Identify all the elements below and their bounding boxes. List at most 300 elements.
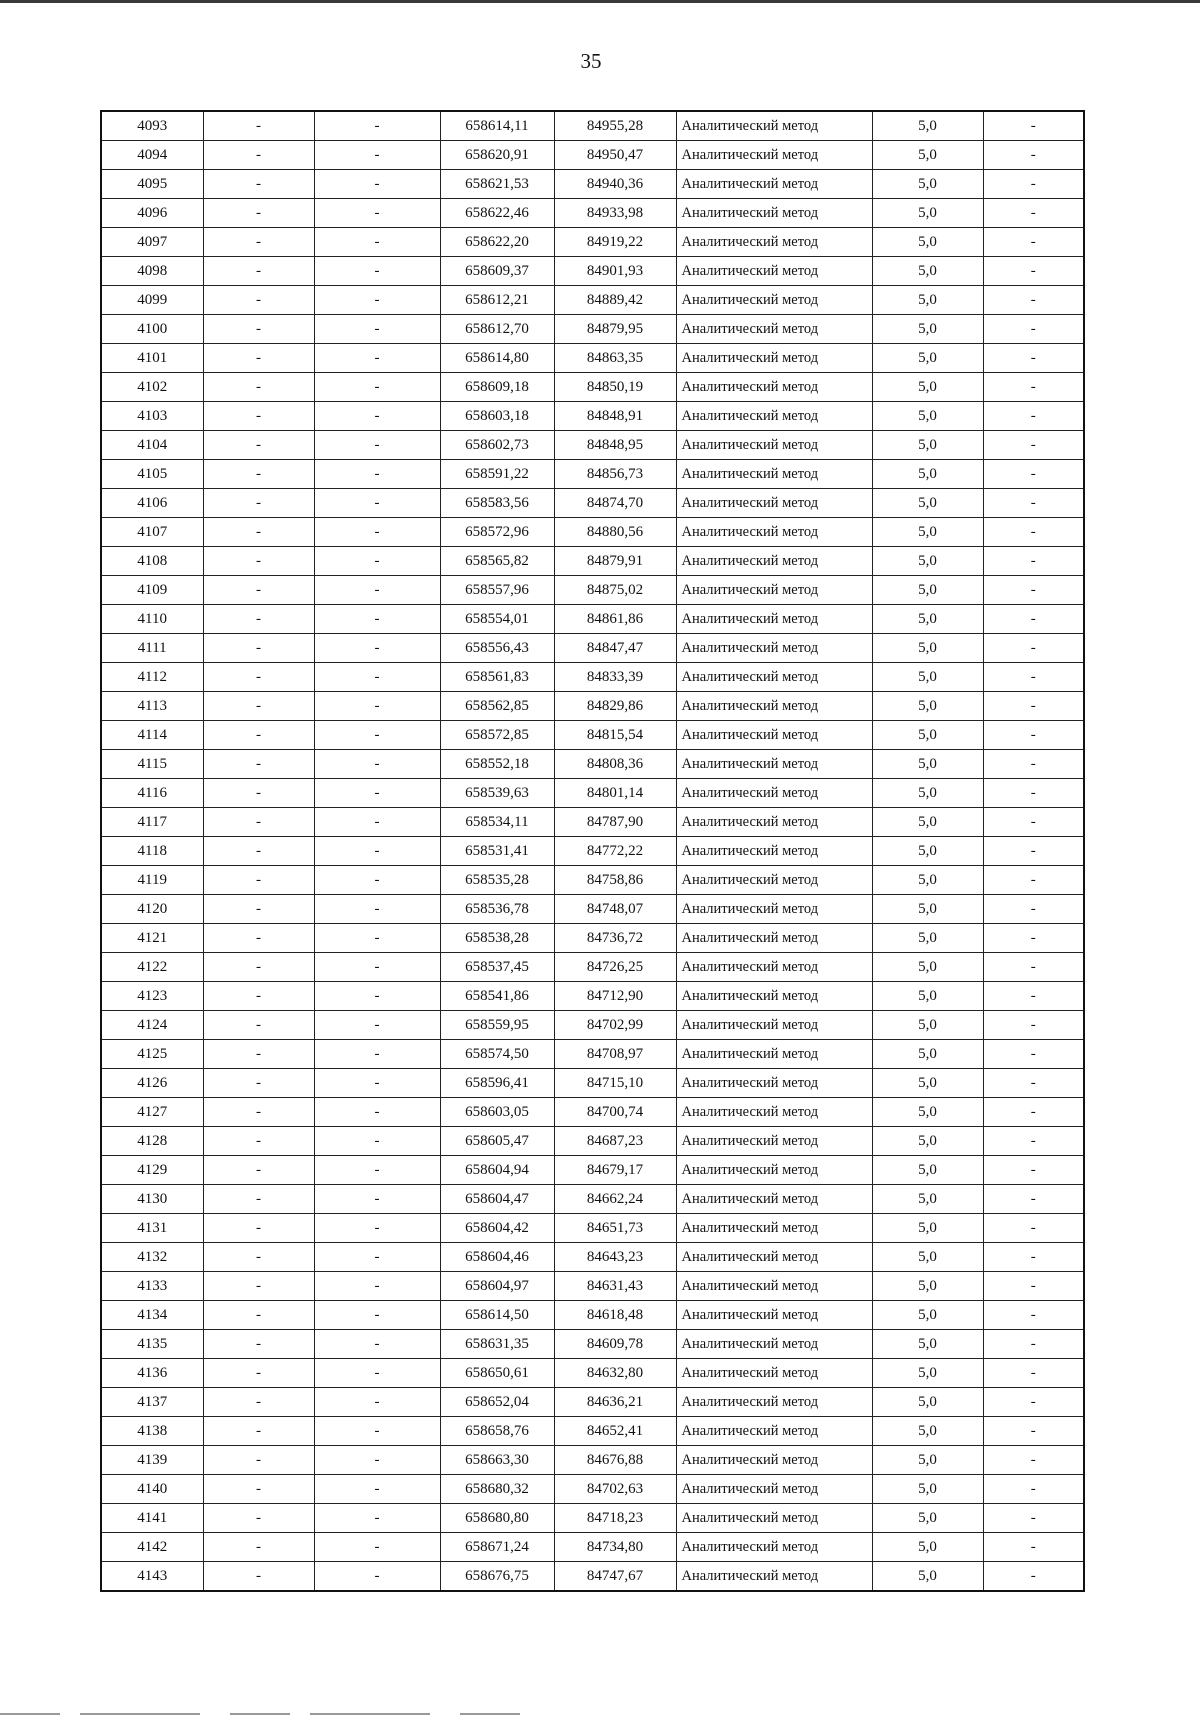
accuracy-cell: 5,0 — [872, 1272, 983, 1301]
blank-cell-2: - — [314, 1069, 440, 1098]
point-number-cell: 4107 — [101, 518, 203, 547]
method-cell: Аналитический метод — [676, 1098, 872, 1127]
point-number-cell: 4114 — [101, 721, 203, 750]
x-coordinate-cell: 658663,30 — [440, 1446, 554, 1475]
x-coordinate-cell: 658552,18 — [440, 750, 554, 779]
blank-cell-1: - — [203, 111, 314, 141]
y-coordinate-cell: 84901,93 — [554, 257, 676, 286]
blank-cell-2: - — [314, 1040, 440, 1069]
point-number-cell: 4100 — [101, 315, 203, 344]
y-coordinate-cell: 84861,86 — [554, 605, 676, 634]
point-number-cell: 4117 — [101, 808, 203, 837]
blank-cell-3: - — [983, 1127, 1084, 1156]
table-row — [101, 489, 1084, 518]
accuracy-cell: 5,0 — [872, 199, 983, 228]
blank-cell-3: - — [983, 1446, 1084, 1475]
point-number-cell: 4119 — [101, 866, 203, 895]
y-coordinate-cell: 84933,98 — [554, 199, 676, 228]
point-number-cell: 4104 — [101, 431, 203, 460]
point-number-cell: 4116 — [101, 779, 203, 808]
method-cell: Аналитический метод — [676, 1040, 872, 1069]
table-row — [101, 344, 1084, 373]
blank-cell-1: - — [203, 1011, 314, 1040]
blank-cell-1: - — [203, 576, 314, 605]
y-coordinate-cell: 84863,35 — [554, 344, 676, 373]
method-cell: Аналитический метод — [676, 344, 872, 373]
accuracy-cell: 5,0 — [872, 489, 983, 518]
y-coordinate-cell: 84631,43 — [554, 1272, 676, 1301]
blank-cell-2: - — [314, 692, 440, 721]
x-coordinate-cell: 658561,83 — [440, 663, 554, 692]
accuracy-cell: 5,0 — [872, 692, 983, 721]
table-row — [101, 460, 1084, 489]
accuracy-cell: 5,0 — [872, 111, 983, 141]
y-coordinate-cell: 84651,73 — [554, 1214, 676, 1243]
point-number-cell: 4098 — [101, 257, 203, 286]
blank-cell-2: - — [314, 1504, 440, 1533]
y-coordinate-cell: 84679,17 — [554, 1156, 676, 1185]
point-number-cell: 4143 — [101, 1562, 203, 1592]
accuracy-cell: 5,0 — [872, 344, 983, 373]
blank-cell-2: - — [314, 373, 440, 402]
y-coordinate-cell: 84787,90 — [554, 808, 676, 837]
method-cell: Аналитический метод — [676, 402, 872, 431]
blank-cell-2: - — [314, 1417, 440, 1446]
accuracy-cell: 5,0 — [872, 1011, 983, 1040]
method-cell: Аналитический метод — [676, 315, 872, 344]
blank-cell-2: - — [314, 1185, 440, 1214]
blank-cell-3: - — [983, 866, 1084, 895]
y-coordinate-cell: 84702,99 — [554, 1011, 676, 1040]
blank-cell-3: - — [983, 286, 1084, 315]
point-number-cell: 4109 — [101, 576, 203, 605]
blank-cell-2: - — [314, 576, 440, 605]
accuracy-cell: 5,0 — [872, 721, 983, 750]
y-coordinate-cell: 84643,23 — [554, 1243, 676, 1272]
accuracy-cell: 5,0 — [872, 1359, 983, 1388]
point-number-cell: 4140 — [101, 1475, 203, 1504]
point-number-cell: 4120 — [101, 895, 203, 924]
method-cell: Аналитический метод — [676, 576, 872, 605]
accuracy-cell: 5,0 — [872, 1214, 983, 1243]
method-cell: Аналитический метод — [676, 1330, 872, 1359]
method-cell: Аналитический метод — [676, 111, 872, 141]
table-row — [101, 1475, 1084, 1504]
method-cell: Аналитический метод — [676, 547, 872, 576]
method-cell: Аналитический метод — [676, 1446, 872, 1475]
point-number-cell: 4108 — [101, 547, 203, 576]
x-coordinate-cell: 658612,70 — [440, 315, 554, 344]
x-coordinate-cell: 658605,47 — [440, 1127, 554, 1156]
accuracy-cell: 5,0 — [872, 402, 983, 431]
blank-cell-1: - — [203, 1475, 314, 1504]
blank-cell-3: - — [983, 576, 1084, 605]
x-coordinate-cell: 658565,82 — [440, 547, 554, 576]
blank-cell-2: - — [314, 605, 440, 634]
table-row — [101, 111, 1084, 141]
y-coordinate-cell: 84848,95 — [554, 431, 676, 460]
blank-cell-1: - — [203, 460, 314, 489]
blank-cell-1: - — [203, 750, 314, 779]
y-coordinate-cell: 84808,36 — [554, 750, 676, 779]
table-row — [101, 431, 1084, 460]
table-row — [101, 1069, 1084, 1098]
point-number-cell: 4096 — [101, 199, 203, 228]
blank-cell-2: - — [314, 982, 440, 1011]
blank-cell-3: - — [983, 518, 1084, 547]
y-coordinate-cell: 84747,67 — [554, 1562, 676, 1592]
x-coordinate-cell: 658622,20 — [440, 228, 554, 257]
blank-cell-2: - — [314, 1475, 440, 1504]
blank-cell-2: - — [314, 1388, 440, 1417]
x-coordinate-cell: 658604,46 — [440, 1243, 554, 1272]
table-row — [101, 1011, 1084, 1040]
accuracy-cell: 5,0 — [872, 895, 983, 924]
x-coordinate-cell: 658614,80 — [440, 344, 554, 373]
blank-cell-3: - — [983, 1185, 1084, 1214]
blank-cell-3: - — [983, 1011, 1084, 1040]
method-cell: Аналитический метод — [676, 1388, 872, 1417]
blank-cell-2: - — [314, 1562, 440, 1592]
method-cell: Аналитический метод — [676, 141, 872, 170]
blank-cell-2: - — [314, 866, 440, 895]
table-row — [101, 1127, 1084, 1156]
blank-cell-3: - — [983, 170, 1084, 199]
accuracy-cell: 5,0 — [872, 924, 983, 953]
blank-cell-1: - — [203, 837, 314, 866]
point-number-cell: 4093 — [101, 111, 203, 141]
method-cell: Аналитический метод — [676, 1475, 872, 1504]
point-number-cell: 4105 — [101, 460, 203, 489]
table-row — [101, 1388, 1084, 1417]
x-coordinate-cell: 658541,86 — [440, 982, 554, 1011]
x-coordinate-cell: 658614,11 — [440, 111, 554, 141]
blank-cell-1: - — [203, 1272, 314, 1301]
blank-cell-1: - — [203, 373, 314, 402]
blank-cell-1: - — [203, 141, 314, 170]
blank-cell-3: - — [983, 547, 1084, 576]
blank-cell-2: - — [314, 315, 440, 344]
blank-cell-3: - — [983, 1388, 1084, 1417]
table-row — [101, 1272, 1084, 1301]
blank-cell-2: - — [314, 402, 440, 431]
y-coordinate-cell: 84880,56 — [554, 518, 676, 547]
point-number-cell: 4141 — [101, 1504, 203, 1533]
accuracy-cell: 5,0 — [872, 170, 983, 199]
blank-cell-1: - — [203, 634, 314, 663]
table-row — [101, 692, 1084, 721]
blank-cell-3: - — [983, 1214, 1084, 1243]
method-cell: Аналитический метод — [676, 518, 872, 547]
point-number-cell: 4126 — [101, 1069, 203, 1098]
blank-cell-2: - — [314, 634, 440, 663]
y-coordinate-cell: 84687,23 — [554, 1127, 676, 1156]
table-row — [101, 1040, 1084, 1069]
blank-cell-3: - — [983, 460, 1084, 489]
blank-cell-2: - — [314, 1243, 440, 1272]
accuracy-cell: 5,0 — [872, 953, 983, 982]
blank-cell-1: - — [203, 924, 314, 953]
method-cell: Аналитический метод — [676, 1185, 872, 1214]
x-coordinate-cell: 658535,28 — [440, 866, 554, 895]
blank-cell-3: - — [983, 315, 1084, 344]
x-coordinate-cell: 658604,47 — [440, 1185, 554, 1214]
y-coordinate-cell: 84848,91 — [554, 402, 676, 431]
x-coordinate-cell: 658538,28 — [440, 924, 554, 953]
x-coordinate-cell: 658572,85 — [440, 721, 554, 750]
blank-cell-3: - — [983, 489, 1084, 518]
table-row — [101, 605, 1084, 634]
point-number-cell: 4111 — [101, 634, 203, 663]
blank-cell-3: - — [983, 257, 1084, 286]
accuracy-cell: 5,0 — [872, 1301, 983, 1330]
point-number-cell: 4102 — [101, 373, 203, 402]
point-number-cell: 4123 — [101, 982, 203, 1011]
blank-cell-3: - — [983, 1069, 1084, 1098]
x-coordinate-cell: 658602,73 — [440, 431, 554, 460]
blank-cell-2: - — [314, 837, 440, 866]
method-cell: Аналитический метод — [676, 982, 872, 1011]
method-cell: Аналитический метод — [676, 1011, 872, 1040]
accuracy-cell: 5,0 — [872, 1156, 983, 1185]
blank-cell-1: - — [203, 1533, 314, 1562]
table-row — [101, 750, 1084, 779]
blank-cell-2: - — [314, 228, 440, 257]
x-coordinate-cell: 658583,56 — [440, 489, 554, 518]
blank-cell-1: - — [203, 1040, 314, 1069]
accuracy-cell: 5,0 — [872, 982, 983, 1011]
scan-bottom-artifact — [0, 1713, 520, 1715]
blank-cell-1: - — [203, 1069, 314, 1098]
method-cell: Аналитический метод — [676, 605, 872, 634]
method-cell: Аналитический метод — [676, 808, 872, 837]
blank-cell-1: - — [203, 547, 314, 576]
point-number-cell: 4142 — [101, 1533, 203, 1562]
table-row — [101, 1185, 1084, 1214]
y-coordinate-cell: 84874,70 — [554, 489, 676, 518]
blank-cell-2: - — [314, 1301, 440, 1330]
method-cell: Аналитический метод — [676, 692, 872, 721]
point-number-cell: 4131 — [101, 1214, 203, 1243]
table-row — [101, 1301, 1084, 1330]
x-coordinate-cell: 658604,94 — [440, 1156, 554, 1185]
method-cell: Аналитический метод — [676, 228, 872, 257]
y-coordinate-cell: 84708,97 — [554, 1040, 676, 1069]
accuracy-cell: 5,0 — [872, 141, 983, 170]
blank-cell-3: - — [983, 1475, 1084, 1504]
accuracy-cell: 5,0 — [872, 1243, 983, 1272]
blank-cell-1: - — [203, 170, 314, 199]
y-coordinate-cell: 84879,91 — [554, 547, 676, 576]
blank-cell-1: - — [203, 1504, 314, 1533]
blank-cell-1: - — [203, 431, 314, 460]
method-cell: Аналитический метод — [676, 199, 872, 228]
point-number-cell: 4112 — [101, 663, 203, 692]
x-coordinate-cell: 658536,78 — [440, 895, 554, 924]
table-row — [101, 1562, 1084, 1592]
blank-cell-1: - — [203, 721, 314, 750]
blank-cell-3: - — [983, 605, 1084, 634]
x-coordinate-cell: 658562,85 — [440, 692, 554, 721]
blank-cell-1: - — [203, 692, 314, 721]
x-coordinate-cell: 658534,11 — [440, 808, 554, 837]
point-number-cell: 4115 — [101, 750, 203, 779]
table-row — [101, 634, 1084, 663]
blank-cell-2: - — [314, 1127, 440, 1156]
table-row — [101, 1330, 1084, 1359]
blank-cell-3: - — [983, 721, 1084, 750]
x-coordinate-cell: 658631,35 — [440, 1330, 554, 1359]
table-row — [101, 1156, 1084, 1185]
point-number-cell: 4139 — [101, 1446, 203, 1475]
blank-cell-2: - — [314, 808, 440, 837]
table-row — [101, 779, 1084, 808]
blank-cell-1: - — [203, 1359, 314, 1388]
method-cell: Аналитический метод — [676, 373, 872, 402]
method-cell: Аналитический метод — [676, 1504, 872, 1533]
blank-cell-3: - — [983, 750, 1084, 779]
accuracy-cell: 5,0 — [872, 1562, 983, 1592]
blank-cell-2: - — [314, 924, 440, 953]
method-cell: Аналитический метод — [676, 924, 872, 953]
blank-cell-2: - — [314, 779, 440, 808]
method-cell: Аналитический метод — [676, 1127, 872, 1156]
blank-cell-1: - — [203, 1301, 314, 1330]
blank-cell-1: - — [203, 1185, 314, 1214]
x-coordinate-cell: 658612,21 — [440, 286, 554, 315]
x-coordinate-cell: 658614,50 — [440, 1301, 554, 1330]
table-row — [101, 924, 1084, 953]
blank-cell-3: - — [983, 1098, 1084, 1127]
blank-cell-1: - — [203, 315, 314, 344]
x-coordinate-cell: 658604,97 — [440, 1272, 554, 1301]
table-row — [101, 837, 1084, 866]
point-number-cell: 4095 — [101, 170, 203, 199]
table-row — [101, 1214, 1084, 1243]
y-coordinate-cell: 84940,36 — [554, 170, 676, 199]
blank-cell-2: - — [314, 1446, 440, 1475]
y-coordinate-cell: 84875,02 — [554, 576, 676, 605]
accuracy-cell: 5,0 — [872, 1475, 983, 1504]
point-number-cell: 4110 — [101, 605, 203, 634]
table-row — [101, 1533, 1084, 1562]
blank-cell-3: - — [983, 837, 1084, 866]
method-cell: Аналитический метод — [676, 431, 872, 460]
blank-cell-1: - — [203, 1127, 314, 1156]
blank-cell-1: - — [203, 1562, 314, 1592]
accuracy-cell: 5,0 — [872, 605, 983, 634]
blank-cell-1: - — [203, 605, 314, 634]
x-coordinate-cell: 658539,63 — [440, 779, 554, 808]
x-coordinate-cell: 658596,41 — [440, 1069, 554, 1098]
y-coordinate-cell: 84702,63 — [554, 1475, 676, 1504]
y-coordinate-cell: 84856,73 — [554, 460, 676, 489]
method-cell: Аналитический метод — [676, 460, 872, 489]
accuracy-cell: 5,0 — [872, 228, 983, 257]
method-cell: Аналитический метод — [676, 663, 872, 692]
x-coordinate-cell: 658622,46 — [440, 199, 554, 228]
method-cell: Аналитический метод — [676, 1214, 872, 1243]
scan-top-border — [0, 0, 1200, 3]
x-coordinate-cell: 658609,18 — [440, 373, 554, 402]
y-coordinate-cell: 84801,14 — [554, 779, 676, 808]
method-cell: Аналитический метод — [676, 779, 872, 808]
blank-cell-3: - — [983, 111, 1084, 141]
blank-cell-1: - — [203, 489, 314, 518]
y-coordinate-cell: 84879,95 — [554, 315, 676, 344]
point-number-cell: 4118 — [101, 837, 203, 866]
accuracy-cell: 5,0 — [872, 1330, 983, 1359]
table-row — [101, 982, 1084, 1011]
table-row — [101, 895, 1084, 924]
page-number: 35 — [580, 49, 602, 73]
method-cell: Аналитический метод — [676, 1562, 872, 1592]
blank-cell-2: - — [314, 141, 440, 170]
accuracy-cell: 5,0 — [872, 1040, 983, 1069]
point-number-cell: 4113 — [101, 692, 203, 721]
accuracy-cell: 5,0 — [872, 373, 983, 402]
blank-cell-2: - — [314, 170, 440, 199]
method-cell: Аналитический метод — [676, 489, 872, 518]
blank-cell-1: - — [203, 257, 314, 286]
x-coordinate-cell: 658671,24 — [440, 1533, 554, 1562]
blank-cell-1: - — [203, 344, 314, 373]
blank-cell-2: - — [314, 489, 440, 518]
blank-cell-3: - — [983, 808, 1084, 837]
accuracy-cell: 5,0 — [872, 431, 983, 460]
accuracy-cell: 5,0 — [872, 315, 983, 344]
point-number-cell: 4099 — [101, 286, 203, 315]
table-row — [101, 1098, 1084, 1127]
point-number-cell: 4132 — [101, 1243, 203, 1272]
point-number-cell: 4134 — [101, 1301, 203, 1330]
x-coordinate-cell: 658557,96 — [440, 576, 554, 605]
accuracy-cell: 5,0 — [872, 460, 983, 489]
blank-cell-3: - — [983, 779, 1084, 808]
x-coordinate-cell: 658620,91 — [440, 141, 554, 170]
blank-cell-2: - — [314, 1330, 440, 1359]
table-row — [101, 141, 1084, 170]
blank-cell-1: - — [203, 1330, 314, 1359]
y-coordinate-cell: 84815,54 — [554, 721, 676, 750]
method-cell: Аналитический метод — [676, 286, 872, 315]
blank-cell-3: - — [983, 1562, 1084, 1592]
blank-cell-3: - — [983, 1330, 1084, 1359]
x-coordinate-cell: 658650,61 — [440, 1359, 554, 1388]
blank-cell-2: - — [314, 257, 440, 286]
table-row — [101, 547, 1084, 576]
table-row — [101, 808, 1084, 837]
point-number-cell: 4103 — [101, 402, 203, 431]
accuracy-cell: 5,0 — [872, 866, 983, 895]
x-coordinate-cell: 658680,80 — [440, 1504, 554, 1533]
blank-cell-2: - — [314, 547, 440, 576]
table-row — [101, 576, 1084, 605]
accuracy-cell: 5,0 — [872, 576, 983, 605]
y-coordinate-cell: 84715,10 — [554, 1069, 676, 1098]
y-coordinate-cell: 84850,19 — [554, 373, 676, 402]
point-number-cell: 4127 — [101, 1098, 203, 1127]
blank-cell-3: - — [983, 1504, 1084, 1533]
y-coordinate-cell: 84955,28 — [554, 111, 676, 141]
accuracy-cell: 5,0 — [872, 1533, 983, 1562]
blank-cell-3: - — [983, 373, 1084, 402]
y-coordinate-cell: 84919,22 — [554, 228, 676, 257]
y-coordinate-cell: 84618,48 — [554, 1301, 676, 1330]
accuracy-cell: 5,0 — [872, 1185, 983, 1214]
accuracy-cell: 5,0 — [872, 257, 983, 286]
y-coordinate-cell: 84609,78 — [554, 1330, 676, 1359]
